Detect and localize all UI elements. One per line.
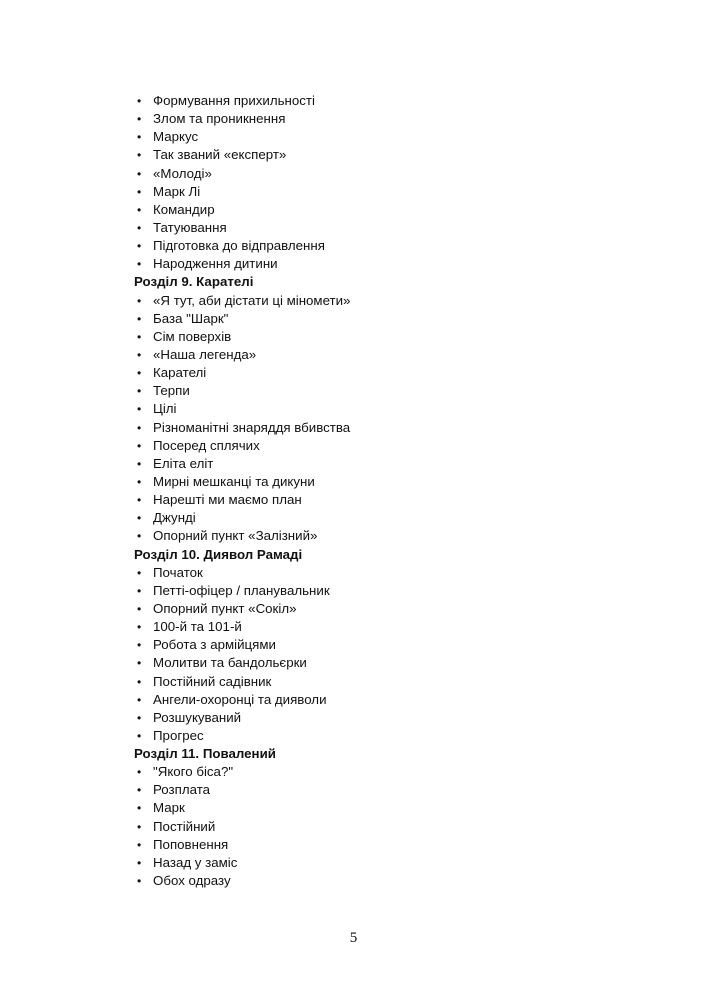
list-item [134, 491, 614, 509]
list-item-text: Злом та проникнення [153, 111, 286, 127]
list-item [134, 237, 614, 255]
list-item-text: Опорний пункт «Сокіл» [153, 600, 297, 616]
bullet-icon: • [137, 837, 142, 852]
bullet-icon: • [137, 874, 142, 889]
bullet-icon: • [137, 474, 142, 489]
section-heading: Розділ 11. Повалений [134, 746, 276, 762]
list-item-text: «Молоді» [153, 165, 212, 181]
list-item [134, 165, 614, 183]
list-item [134, 799, 614, 817]
bullet-icon: • [137, 620, 142, 635]
list-item-text: Джунді [153, 510, 196, 526]
bullet-icon: • [137, 184, 142, 199]
list-item [134, 836, 614, 854]
page-number: 5 [349, 930, 358, 946]
list-item-text: Нарешті ми маємо план [153, 492, 302, 508]
section-heading: Розділ 10. Диявол Рамаді [134, 546, 303, 562]
list-item-text: «Я тут, аби дістати ці міномети» [153, 292, 351, 308]
list-item [134, 818, 614, 836]
list-item [134, 564, 614, 582]
list-item [134, 364, 614, 382]
bullet-icon: • [137, 329, 142, 344]
bullet-icon: • [137, 456, 142, 471]
list-item [134, 128, 614, 146]
list-item-text: «Наша легенда» [153, 346, 257, 362]
list-item-text: Марк [153, 800, 185, 816]
bullet-icon: • [137, 384, 142, 399]
bullet-icon: • [137, 438, 142, 453]
bullet-icon: • [137, 148, 142, 163]
list-item [134, 201, 614, 219]
list-item [134, 183, 614, 201]
list-item [134, 310, 614, 328]
list-item-text: Марк Лі [153, 183, 201, 199]
bullet-icon: • [137, 493, 142, 508]
list-item [134, 219, 614, 237]
list-item [134, 382, 614, 400]
list-item [134, 691, 614, 709]
list-item [134, 328, 614, 346]
bullet-icon: • [137, 166, 142, 181]
bullet-icon: • [137, 293, 142, 308]
list-item [134, 636, 614, 654]
list-item-text: Розшукуваний [153, 709, 242, 725]
list-item-text: Еліта еліт [153, 455, 214, 471]
list-item-text: Народження дитини [153, 256, 278, 272]
bullet-icon: • [137, 783, 142, 798]
bullet-icon: • [137, 674, 142, 689]
list-item-text: Командир [153, 201, 215, 217]
bullet-icon: • [137, 692, 142, 707]
list-item-text: Опорний пункт «Залізний» [153, 528, 318, 544]
list-item [134, 872, 614, 890]
bullet-icon: • [137, 511, 142, 526]
list-item-text: "Якого біса?" [153, 764, 234, 780]
list-item-text: Посеред сплячих [153, 437, 260, 453]
list-item-text: Підготовка до відправлення [153, 238, 325, 254]
list-item-text: Робота з армійцями [153, 637, 276, 653]
bullet-icon: • [137, 257, 142, 272]
list-item [134, 673, 614, 691]
list-item-text: Різноманітні знаряддя вбивства [153, 419, 351, 435]
list-item [134, 509, 614, 527]
list-item [134, 527, 614, 545]
list-item [134, 854, 614, 872]
bullet-icon: • [137, 565, 142, 580]
list-item [134, 618, 614, 636]
list-item [134, 110, 614, 128]
list-item-text: Назад у заміс [153, 854, 238, 870]
bullet-icon: • [137, 94, 142, 108]
list-item-text: Маркус [153, 129, 199, 145]
list-item [134, 654, 614, 672]
list-item-text: Початок [153, 564, 203, 580]
bullet-icon: • [137, 347, 142, 362]
list-item [134, 763, 614, 781]
list-item [134, 346, 614, 364]
list-item [134, 455, 614, 473]
bullet-icon: • [137, 710, 142, 725]
bullet-icon: • [137, 765, 142, 780]
list-item [134, 255, 614, 273]
bullet-icon: • [137, 420, 142, 435]
list-item [134, 781, 614, 799]
list-item [134, 92, 614, 110]
list-item-text: Постійний [153, 818, 216, 834]
bullet-icon: • [137, 638, 142, 653]
bullet-icon: • [137, 728, 142, 743]
list-item-text: Прогрес [153, 727, 204, 743]
list-item-text: Терпи [153, 383, 190, 399]
list-item-text: Обох одразу [153, 873, 231, 889]
list-item-text: Татуювання [153, 219, 227, 235]
bullet-icon: • [137, 855, 142, 870]
section-heading: Розділ 9. Карателі [134, 274, 254, 290]
bullet-icon: • [137, 311, 142, 326]
bullet-icon: • [137, 402, 142, 417]
list-item [134, 600, 614, 618]
list-item [134, 709, 614, 727]
list-item [134, 473, 614, 491]
bullet-icon: • [137, 819, 142, 834]
bullet-icon: • [137, 239, 142, 254]
list-item-text: Карателі [153, 365, 207, 381]
bullet-icon: • [137, 366, 142, 381]
list-item [134, 419, 614, 437]
bullet-icon: • [137, 656, 142, 671]
bullet-icon: • [137, 130, 142, 145]
list-item-text: Молитви та бандольєрки [153, 655, 307, 671]
list-item-text: Ангели-охоронці та дияволи [153, 691, 327, 707]
list-item [134, 400, 614, 418]
list-item [134, 146, 614, 164]
list-item-text: Поповнення [153, 836, 229, 852]
list-item [134, 292, 614, 310]
list-item-text: Петті-офіцер / планувальник [153, 582, 330, 598]
list-item-text: Постійний садівник [153, 673, 272, 689]
list-item-text: Формування прихильності [153, 93, 315, 108]
list-item [134, 437, 614, 455]
bullet-icon: • [137, 529, 142, 544]
bullet-icon: • [137, 583, 142, 598]
bullet-icon: • [137, 202, 142, 217]
bullet-icon: • [137, 220, 142, 235]
list-item-text: Мирні мешканці та дикуни [153, 473, 315, 489]
list-item [134, 582, 614, 600]
bullet-icon: • [137, 801, 142, 816]
table-of-contents [134, 92, 614, 890]
list-item-text: База "Шарк" [153, 310, 229, 326]
list-item [134, 727, 614, 745]
bullet-icon: • [137, 601, 142, 616]
list-item-text: Сім поверхів [153, 328, 232, 344]
list-item-text: Цілі [153, 401, 177, 417]
list-item-text: Так званий «експерт» [153, 147, 287, 163]
list-item-text: Розплата [153, 782, 211, 798]
bullet-icon: • [137, 112, 142, 127]
list-item-text: 100-й та 101-й [153, 619, 242, 635]
